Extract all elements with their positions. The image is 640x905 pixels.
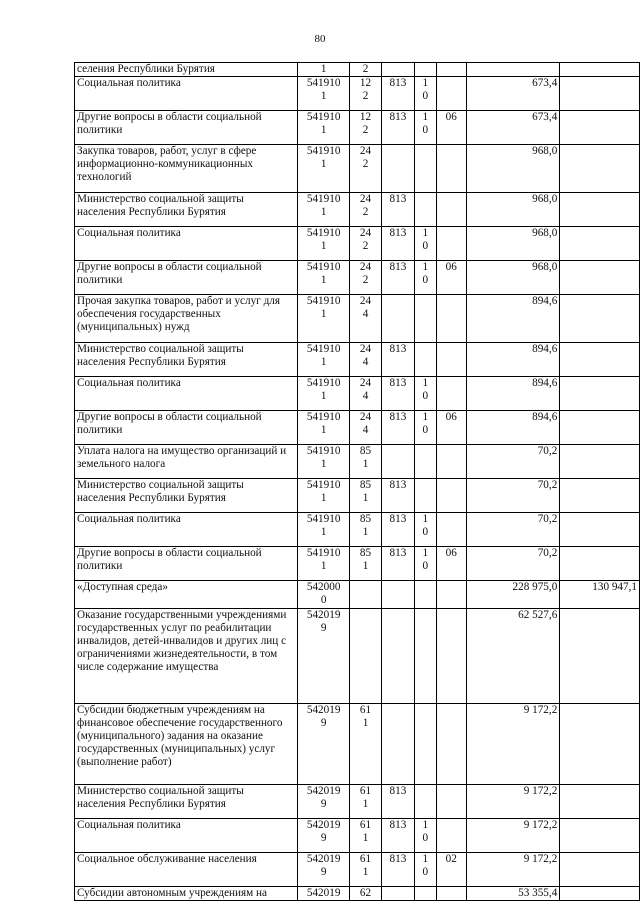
cell-rz	[414, 63, 436, 77]
table-row	[75, 785, 640, 819]
cell-pr	[436, 193, 466, 227]
cell-vr: 24 4	[350, 377, 382, 411]
table-row	[75, 63, 640, 77]
cell-s2	[560, 77, 640, 111]
cell-csr: 542019 9	[298, 785, 350, 819]
cell-vr: 85 1	[350, 479, 382, 513]
cell-vr: 24 2	[350, 193, 382, 227]
cell-vr: 24 2	[350, 145, 382, 193]
cell-s2	[560, 261, 640, 295]
cell-name: Другие вопросы в области социальной политики	[75, 547, 298, 581]
table-row	[75, 77, 640, 111]
cell-vr: 85 1	[350, 513, 382, 547]
cell-s2	[560, 609, 640, 704]
cell-csr: 541910 1	[298, 547, 350, 581]
table-row	[75, 145, 640, 193]
cell-pr	[436, 295, 466, 343]
cell-name: Закупка товаров, работ, услуг в сфере информационно-коммуникационных технологий	[75, 145, 298, 193]
cell-csr: 541910 1	[298, 513, 350, 547]
cell-name: Другие вопросы в области социальной политики	[75, 261, 298, 295]
cell-grbs	[381, 887, 414, 901]
cell-csr: 541910 1	[298, 479, 350, 513]
cell-rz: 1 0	[414, 513, 436, 547]
cell-pr	[436, 819, 466, 853]
cell-csr: 1	[298, 63, 350, 77]
cell-grbs	[381, 295, 414, 343]
cell-pr	[436, 445, 466, 479]
cell-pr	[436, 887, 466, 901]
cell-s1: 70,2	[466, 479, 560, 513]
table-row	[75, 111, 640, 145]
cell-name: Социальная политика	[75, 377, 298, 411]
cell-csr: 541910 1	[298, 343, 350, 377]
cell-csr: 541910 1	[298, 445, 350, 479]
cell-csr: 541910 1	[298, 261, 350, 295]
cell-grbs: 813	[381, 111, 414, 145]
cell-rz	[414, 785, 436, 819]
cell-name: Субсидии бюджетным учреждениям на финансовое обеспечение государственного (муниципального) задания на оказание государственных (муниципальных) услуг (выполнение работ)	[75, 704, 298, 785]
cell-name: Другие вопросы в области социальной политики	[75, 411, 298, 445]
cell-csr: 541910 1	[298, 111, 350, 145]
cell-s1: 894,6	[466, 343, 560, 377]
cell-rz	[414, 887, 436, 901]
cell-grbs: 813	[381, 227, 414, 261]
cell-rz: 1 0	[414, 111, 436, 145]
table-row	[75, 295, 640, 343]
cell-csr: 542019 9	[298, 853, 350, 887]
cell-pr	[436, 513, 466, 547]
cell-s1: 9 172,2	[466, 785, 560, 819]
cell-vr: 24 2	[350, 261, 382, 295]
cell-pr	[436, 63, 466, 77]
cell-pr: 06	[436, 411, 466, 445]
cell-s1	[466, 63, 560, 77]
cell-rz: 1 0	[414, 547, 436, 581]
cell-s2	[560, 819, 640, 853]
cell-csr: 541910 1	[298, 295, 350, 343]
cell-grbs: 813	[381, 853, 414, 887]
cell-pr: 06	[436, 261, 466, 295]
cell-rz: 1 0	[414, 77, 436, 111]
cell-pr	[436, 343, 466, 377]
cell-vr: 24 4	[350, 411, 382, 445]
cell-pr	[436, 704, 466, 785]
cell-pr	[436, 227, 466, 261]
cell-pr	[436, 145, 466, 193]
cell-rz	[414, 479, 436, 513]
cell-rz: 1 0	[414, 853, 436, 887]
cell-s2	[560, 145, 640, 193]
cell-vr: 2	[350, 63, 382, 77]
cell-name: Уплата налога на имущество организаций и земельного налога	[75, 445, 298, 479]
cell-grbs: 813	[381, 479, 414, 513]
cell-rz	[414, 609, 436, 704]
cell-name: Оказание государственными учреждениями государственных услуг по реабилитации инвалидов, детей-инвалидов и других лиц с ограничениями жизнедеятельности, в том числе содержание имущества	[75, 609, 298, 704]
cell-name: Министерство социальной защиты населения Республики Бурятия	[75, 479, 298, 513]
table-row	[75, 547, 640, 581]
cell-name: Министерство социальной защиты населения Республики Бурятия	[75, 343, 298, 377]
cell-vr: 61 1	[350, 853, 382, 887]
cell-s2	[560, 411, 640, 445]
cell-name: Субсидии автономным учреждениям на	[75, 887, 298, 901]
cell-rz	[414, 704, 436, 785]
cell-s1: 894,6	[466, 377, 560, 411]
cell-vr: 61 1	[350, 819, 382, 853]
cell-csr: 542000 0	[298, 581, 350, 609]
cell-vr: 12 2	[350, 111, 382, 145]
table-row	[75, 193, 640, 227]
cell-rz: 1 0	[414, 411, 436, 445]
cell-vr: 85 1	[350, 547, 382, 581]
cell-rz: 1 0	[414, 227, 436, 261]
cell-s2	[560, 704, 640, 785]
cell-pr	[436, 479, 466, 513]
cell-s1: 70,2	[466, 547, 560, 581]
cell-name: Социальная политика	[75, 513, 298, 547]
cell-s1: 894,6	[466, 411, 560, 445]
cell-rz: 1 0	[414, 377, 436, 411]
cell-grbs: 813	[381, 377, 414, 411]
cell-s2	[560, 513, 640, 547]
cell-name: селения Республики Бурятия	[75, 63, 298, 77]
cell-s1: 228 975,0	[466, 581, 560, 609]
cell-s1: 9 172,2	[466, 704, 560, 785]
cell-s1: 968,0	[466, 193, 560, 227]
cell-grbs	[381, 704, 414, 785]
cell-s1: 9 172,2	[466, 819, 560, 853]
cell-rz	[414, 445, 436, 479]
cell-name: Социальная политика	[75, 227, 298, 261]
cell-csr: 542019 9	[298, 609, 350, 704]
cell-rz	[414, 145, 436, 193]
table-row	[75, 261, 640, 295]
cell-s1: 968,0	[466, 227, 560, 261]
cell-rz	[414, 343, 436, 377]
cell-grbs: 813	[381, 547, 414, 581]
cell-vr: 62	[350, 887, 382, 901]
cell-pr	[436, 581, 466, 609]
cell-s2	[560, 853, 640, 887]
cell-s2	[560, 111, 640, 145]
cell-rz	[414, 581, 436, 609]
cell-grbs	[381, 445, 414, 479]
cell-s1: 894,6	[466, 295, 560, 343]
cell-csr: 541910 1	[298, 193, 350, 227]
cell-s1: 673,4	[466, 111, 560, 145]
cell-name: Социальная политика	[75, 819, 298, 853]
table-row	[75, 819, 640, 853]
cell-rz	[414, 295, 436, 343]
cell-vr: 61 1	[350, 704, 382, 785]
cell-rz	[414, 193, 436, 227]
cell-csr: 541910 1	[298, 411, 350, 445]
cell-grbs: 813	[381, 77, 414, 111]
cell-s2: 130 947,1	[560, 581, 640, 609]
cell-s2	[560, 295, 640, 343]
cell-pr: 06	[436, 111, 466, 145]
table-row	[75, 609, 640, 704]
cell-vr: 24 2	[350, 227, 382, 261]
cell-vr: 85 1	[350, 445, 382, 479]
cell-s1: 62 527,6	[466, 609, 560, 704]
cell-s2	[560, 343, 640, 377]
cell-rz: 1 0	[414, 819, 436, 853]
cell-pr	[436, 77, 466, 111]
cell-name: Министерство социальной защиты населения Республики Бурятия	[75, 785, 298, 819]
cell-pr: 02	[436, 853, 466, 887]
table-row	[75, 581, 640, 609]
cell-vr	[350, 581, 382, 609]
cell-grbs: 813	[381, 785, 414, 819]
cell-grbs: 813	[381, 819, 414, 853]
table-row	[75, 479, 640, 513]
cell-s1: 968,0	[466, 145, 560, 193]
cell-s1: 673,4	[466, 77, 560, 111]
cell-grbs: 813	[381, 193, 414, 227]
page-number: 80	[314, 33, 326, 45]
cell-vr: 12 2	[350, 77, 382, 111]
budget-table-body	[75, 63, 640, 901]
cell-grbs: 813	[381, 261, 414, 295]
table-row	[75, 227, 640, 261]
table-row	[75, 853, 640, 887]
cell-pr	[436, 609, 466, 704]
cell-grbs	[381, 581, 414, 609]
cell-s1: 53 355,4	[466, 887, 560, 901]
cell-grbs	[381, 145, 414, 193]
cell-s2	[560, 445, 640, 479]
cell-vr	[350, 609, 382, 704]
cell-vr: 24 4	[350, 295, 382, 343]
cell-s2	[560, 227, 640, 261]
cell-name: Социальная политика	[75, 77, 298, 111]
cell-name: Министерство социальной защиты населения Республики Бурятия	[75, 193, 298, 227]
cell-pr: 06	[436, 547, 466, 581]
cell-vr: 24 4	[350, 343, 382, 377]
cell-s2	[560, 63, 640, 77]
cell-s2	[560, 479, 640, 513]
table-row	[75, 445, 640, 479]
table-row	[75, 377, 640, 411]
cell-s1: 70,2	[466, 513, 560, 547]
table-row	[75, 343, 640, 377]
cell-name: Другие вопросы в области социальной политики	[75, 111, 298, 145]
cell-csr: 541910 1	[298, 77, 350, 111]
cell-s2	[560, 887, 640, 901]
cell-s2	[560, 193, 640, 227]
cell-s1: 968,0	[466, 261, 560, 295]
cell-csr: 541910 1	[298, 227, 350, 261]
cell-csr: 542019	[298, 887, 350, 901]
cell-s1: 70,2	[466, 445, 560, 479]
cell-grbs: 813	[381, 411, 414, 445]
cell-pr	[436, 377, 466, 411]
cell-name: Прочая закупка товаров, работ и услуг для обеспечения государственных (муниципальных) нужд	[75, 295, 298, 343]
cell-rz: 1 0	[414, 261, 436, 295]
cell-s2	[560, 785, 640, 819]
cell-vr: 61 1	[350, 785, 382, 819]
cell-csr: 541910 1	[298, 145, 350, 193]
cell-csr: 541910 1	[298, 377, 350, 411]
cell-grbs: 813	[381, 343, 414, 377]
cell-grbs	[381, 63, 414, 77]
table-row	[75, 411, 640, 445]
cell-s2	[560, 377, 640, 411]
cell-grbs: 813	[381, 513, 414, 547]
budget-table	[74, 62, 640, 901]
cell-name: «Доступная среда»	[75, 581, 298, 609]
cell-s2	[560, 547, 640, 581]
table-row	[75, 887, 640, 901]
cell-csr: 542019 9	[298, 704, 350, 785]
cell-pr	[436, 785, 466, 819]
cell-name: Социальное обслуживание населения	[75, 853, 298, 887]
table-row	[75, 704, 640, 785]
cell-csr: 542019 9	[298, 819, 350, 853]
cell-grbs	[381, 609, 414, 704]
cell-s1: 9 172,2	[466, 853, 560, 887]
table-row	[75, 513, 640, 547]
